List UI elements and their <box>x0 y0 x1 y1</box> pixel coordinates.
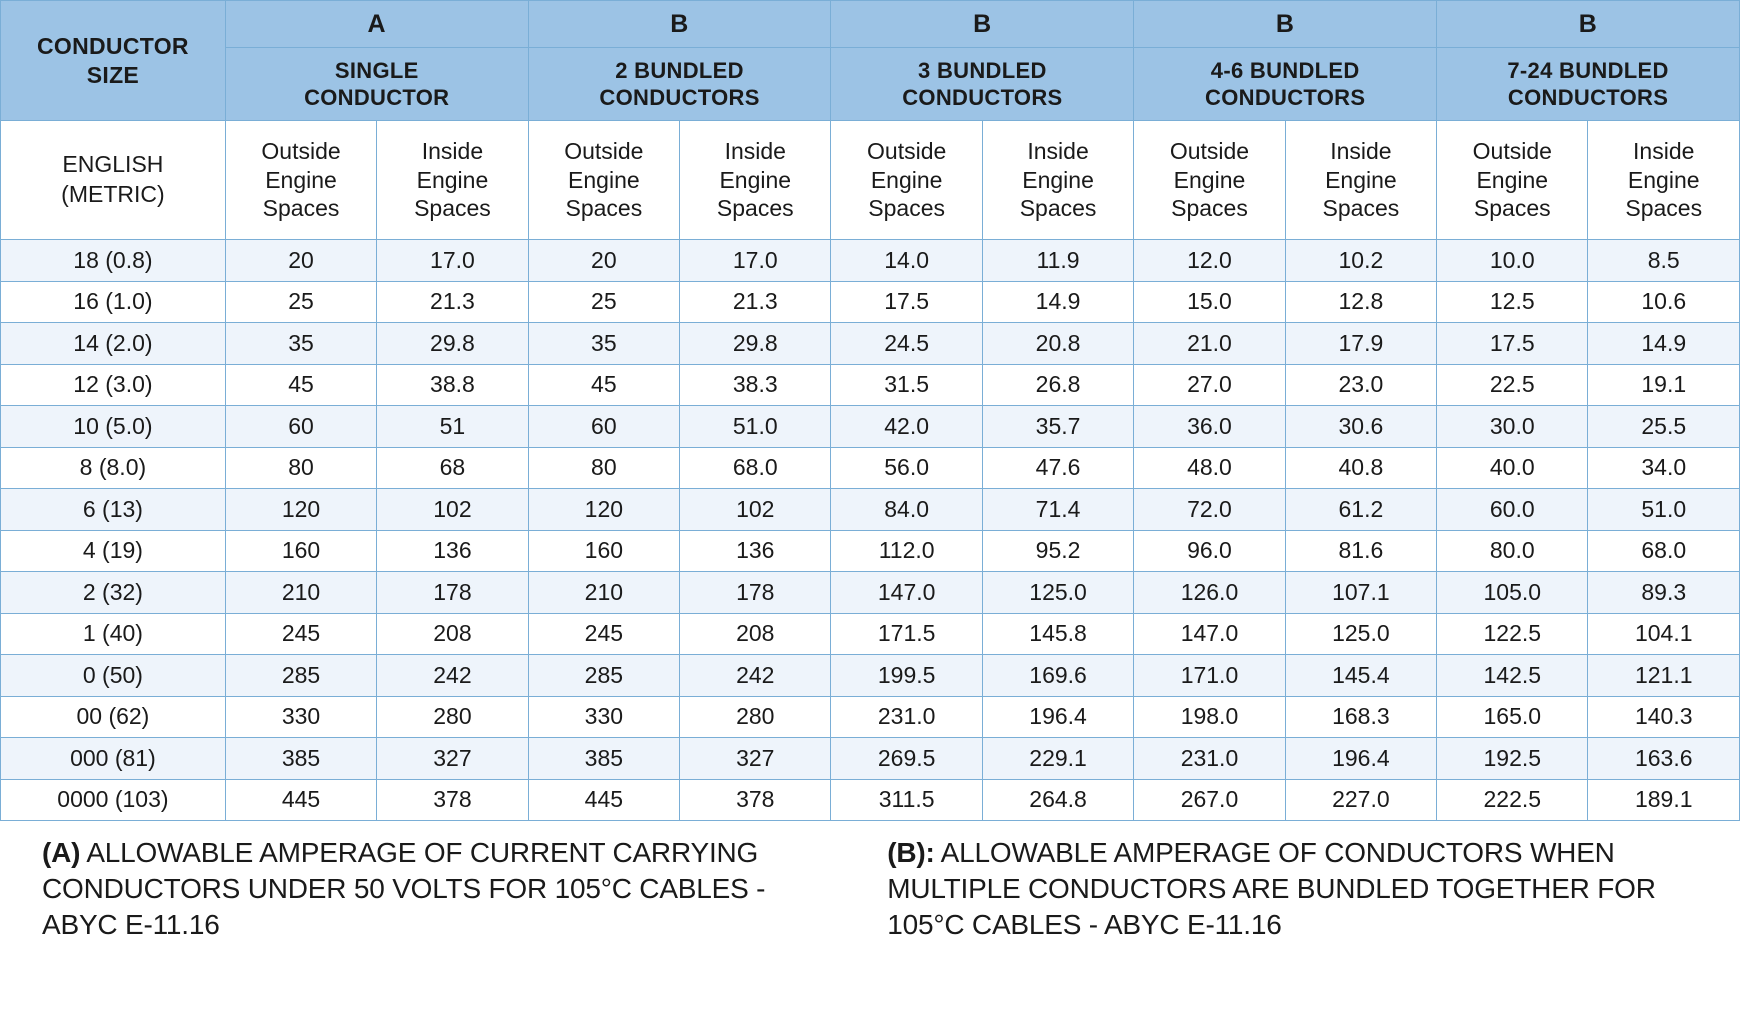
cell: 208 <box>680 613 831 655</box>
cell: 327 <box>680 738 831 780</box>
cell: 267.0 <box>1134 779 1285 821</box>
cell: 125.0 <box>1285 613 1436 655</box>
cell: 22.5 <box>1437 364 1588 406</box>
conductor-size-header-line2: SIZE <box>86 61 140 88</box>
cell: 40.0 <box>1437 447 1588 489</box>
table-row <box>1 364 1740 406</box>
caption-b <box>887 835 1706 942</box>
caption-b-text: ALLOWABLE AMPERAGE OF CONDUCTORS WHEN MULTIPLE CONDUCTORS ARE BUNDLED TOGETHER FOR 105°C CABLES - ABYC E-11.16 <box>887 837 1656 940</box>
cell: 48.0 <box>1134 447 1285 489</box>
subheader-9-line1: Inside <box>1633 137 1695 164</box>
group-label-1-line2: CONDUCTORS <box>599 85 760 110</box>
cell: 11.9 <box>982 240 1133 282</box>
conductor-size-header-line1: CONDUCTOR <box>37 32 189 59</box>
cell: 280 <box>680 696 831 738</box>
row-size-label: 18 (0.8) <box>1 240 226 282</box>
cell: 81.6 <box>1285 530 1436 572</box>
cell: 169.6 <box>982 655 1133 697</box>
table-row <box>1 281 1740 323</box>
subheader-7-line2: Engine <box>1325 166 1397 193</box>
cell: 17.5 <box>831 281 982 323</box>
cell: 80 <box>528 447 679 489</box>
cell: 80.0 <box>1437 530 1588 572</box>
cell: 35 <box>225 323 376 365</box>
group-label-0-line1: SINGLE <box>334 57 419 83</box>
cell: 327 <box>377 738 528 780</box>
cell: 210 <box>528 572 679 614</box>
cell: 29.8 <box>680 323 831 365</box>
cell: 60 <box>528 406 679 448</box>
cell: 229.1 <box>982 738 1133 780</box>
cell: 17.5 <box>1437 323 1588 365</box>
group-label-0-line2: CONDUCTOR <box>304 85 450 110</box>
conductor-size-unit-line2: (METRIC) <box>61 181 165 207</box>
cell: 242 <box>377 655 528 697</box>
subheader-7-line1: Inside <box>1330 137 1392 164</box>
cell: 26.8 <box>982 364 1133 406</box>
table-row <box>1 323 1740 365</box>
group-label-3-line2: CONDUCTORS <box>1205 85 1366 110</box>
cell: 285 <box>528 655 679 697</box>
cell: 95.2 <box>982 530 1133 572</box>
subheader-8 <box>1437 121 1588 240</box>
cell: 208 <box>377 613 528 655</box>
cell: 17.9 <box>1285 323 1436 365</box>
cell: 378 <box>377 779 528 821</box>
cell: 14.0 <box>831 240 982 282</box>
row-size-label: 0000 (103) <box>1 779 226 821</box>
cell: 25 <box>225 281 376 323</box>
cell: 80 <box>225 447 376 489</box>
cell: 51 <box>377 406 528 448</box>
row-size-label: 000 (81) <box>1 738 226 780</box>
caption-a-tag: (A) <box>42 837 81 868</box>
row-size-label: 10 (5.0) <box>1 406 226 448</box>
subheader-8-line2: Engine <box>1476 166 1549 193</box>
group-label-4-line1: 7-24 BUNDLED <box>1507 57 1669 83</box>
group-letter-0: A <box>225 1 528 48</box>
group-label-3 <box>1134 48 1437 121</box>
cell: 210 <box>225 572 376 614</box>
subheader-2-line3: Spaces <box>565 195 643 222</box>
cell: 8.5 <box>1588 240 1740 282</box>
cell: 311.5 <box>831 779 982 821</box>
cell: 21.0 <box>1134 323 1285 365</box>
cell: 160 <box>528 530 679 572</box>
cell: 196.4 <box>1285 738 1436 780</box>
cell: 27.0 <box>1134 364 1285 406</box>
subheader-6-line2: Engine <box>1173 166 1246 193</box>
cell: 51.0 <box>680 406 831 448</box>
cell: 17.0 <box>377 240 528 282</box>
cell: 136 <box>377 530 528 572</box>
subheader-4 <box>831 121 982 240</box>
header-row-group-letters <box>1 1 1740 48</box>
group-letter-4: B <box>1437 1 1740 48</box>
table-row <box>1 779 1740 821</box>
cell: 112.0 <box>831 530 982 572</box>
subheader-5 <box>982 121 1133 240</box>
table-row <box>1 655 1740 697</box>
cell: 231.0 <box>1134 738 1285 780</box>
subheader-0-line1: Outside <box>261 137 341 164</box>
table-row <box>1 530 1740 572</box>
cell: 60 <box>225 406 376 448</box>
row-size-label: 14 (2.0) <box>1 323 226 365</box>
cell: 12.5 <box>1437 281 1588 323</box>
group-letter-1: B <box>528 1 831 48</box>
subheader-1-line2: Engine <box>416 166 489 193</box>
cell: 89.3 <box>1588 572 1740 614</box>
cell: 21.3 <box>680 281 831 323</box>
table-row <box>1 613 1740 655</box>
cell: 178 <box>680 572 831 614</box>
cell: 125.0 <box>982 572 1133 614</box>
cell: 10.0 <box>1437 240 1588 282</box>
subheader-9-line3: Spaces <box>1625 195 1703 222</box>
cell: 71.4 <box>982 489 1133 531</box>
cell: 14.9 <box>1588 323 1740 365</box>
table-row <box>1 240 1740 282</box>
cell: 20 <box>225 240 376 282</box>
cell: 12.0 <box>1134 240 1285 282</box>
group-letter-3: B <box>1134 1 1437 48</box>
cell: 168.3 <box>1285 696 1436 738</box>
cell: 45 <box>528 364 679 406</box>
cell: 178 <box>377 572 528 614</box>
cell: 20.8 <box>982 323 1133 365</box>
cell: 35.7 <box>982 406 1133 448</box>
cell: 31.5 <box>831 364 982 406</box>
cell: 45 <box>225 364 376 406</box>
conductor-size-unit-line1: ENGLISH <box>62 151 164 178</box>
row-size-label: 2 (32) <box>1 572 226 614</box>
cell: 29.8 <box>377 323 528 365</box>
subheader-6-line3: Spaces <box>1171 195 1248 222</box>
cell: 60.0 <box>1437 489 1588 531</box>
table-body <box>1 240 1740 821</box>
cell: 23.0 <box>1285 364 1436 406</box>
cell: 102 <box>680 489 831 531</box>
caption-b-tag: (B): <box>887 837 935 868</box>
cell: 24.5 <box>831 323 982 365</box>
row-size-label: 1 (40) <box>1 613 226 655</box>
subheader-2-line1: Outside <box>564 137 644 164</box>
cell: 19.1 <box>1588 364 1740 406</box>
cell: 378 <box>680 779 831 821</box>
cell: 385 <box>528 738 679 780</box>
cell: 56.0 <box>831 447 982 489</box>
subheader-1 <box>377 121 528 240</box>
cell: 385 <box>225 738 376 780</box>
cell: 163.6 <box>1588 738 1740 780</box>
cell: 21.3 <box>377 281 528 323</box>
group-label-1-line1: 2 BUNDLED <box>615 57 744 83</box>
cell: 30.0 <box>1437 406 1588 448</box>
cell: 145.8 <box>982 613 1133 655</box>
cell: 196.4 <box>982 696 1133 738</box>
cell: 245 <box>528 613 679 655</box>
subheader-3 <box>680 121 831 240</box>
cell: 165.0 <box>1437 696 1588 738</box>
subheader-3-line1: Inside <box>724 137 786 164</box>
cell: 136 <box>680 530 831 572</box>
cell: 72.0 <box>1134 489 1285 531</box>
cell: 122.5 <box>1437 613 1588 655</box>
cell: 231.0 <box>831 696 982 738</box>
cell: 12.8 <box>1285 281 1436 323</box>
cell: 25 <box>528 281 679 323</box>
group-label-4 <box>1437 48 1740 121</box>
cell: 10.2 <box>1285 240 1436 282</box>
table-row <box>1 406 1740 448</box>
cell: 198.0 <box>1134 696 1285 738</box>
cell: 147.0 <box>831 572 982 614</box>
cell: 35 <box>528 323 679 365</box>
cell: 160 <box>225 530 376 572</box>
cell: 145.4 <box>1285 655 1436 697</box>
conductor-size-header <box>1 1 226 121</box>
subheader-7-line3: Spaces <box>1322 195 1400 222</box>
cell: 25.5 <box>1588 406 1740 448</box>
cell: 171.0 <box>1134 655 1285 697</box>
subheader-5-line2: Engine <box>1022 166 1094 193</box>
cell: 104.1 <box>1588 613 1740 655</box>
subheader-1-line1: Inside <box>421 137 484 164</box>
subheader-0-line3: Spaces <box>262 195 340 222</box>
cell: 20 <box>528 240 679 282</box>
subheader-2 <box>528 121 679 240</box>
subheader-7 <box>1285 121 1436 240</box>
cell: 36.0 <box>1134 406 1285 448</box>
table-row <box>1 447 1740 489</box>
group-label-3-line1: 4-6 BUNDLED <box>1210 57 1360 83</box>
subheader-0-line2: Engine <box>265 166 337 193</box>
cell: 120 <box>528 489 679 531</box>
cell: 38.8 <box>377 364 528 406</box>
subheader-9 <box>1588 121 1740 240</box>
cell: 34.0 <box>1588 447 1740 489</box>
cell: 121.1 <box>1588 655 1740 697</box>
subheader-1-line3: Spaces <box>414 195 491 222</box>
subheader-6 <box>1134 121 1285 240</box>
cell: 330 <box>528 696 679 738</box>
cell: 105.0 <box>1437 572 1588 614</box>
cell: 68.0 <box>1588 530 1740 572</box>
group-label-4-line2: CONDUCTORS <box>1507 85 1669 110</box>
cell: 171.5 <box>831 613 982 655</box>
table-row <box>1 489 1740 531</box>
subheader-5-line3: Spaces <box>1019 195 1097 222</box>
cell: 285 <box>225 655 376 697</box>
cell: 38.3 <box>680 364 831 406</box>
cell: 142.5 <box>1437 655 1588 697</box>
cell: 222.5 <box>1437 779 1588 821</box>
cell: 68 <box>377 447 528 489</box>
cell: 47.6 <box>982 447 1133 489</box>
cell: 14.9 <box>982 281 1133 323</box>
cell: 445 <box>528 779 679 821</box>
group-label-2 <box>831 48 1134 121</box>
cell: 40.8 <box>1285 447 1436 489</box>
cell: 68.0 <box>680 447 831 489</box>
cell: 280 <box>377 696 528 738</box>
cell: 126.0 <box>1134 572 1285 614</box>
cell: 96.0 <box>1134 530 1285 572</box>
cell: 102 <box>377 489 528 531</box>
cell: 192.5 <box>1437 738 1588 780</box>
caption-a <box>42 835 831 942</box>
row-size-label: 00 (62) <box>1 696 226 738</box>
cell: 15.0 <box>1134 281 1285 323</box>
subheader-4-line1: Outside <box>867 137 947 164</box>
conductor-size-unit-header <box>1 121 226 240</box>
cell: 242 <box>680 655 831 697</box>
cell: 42.0 <box>831 406 982 448</box>
subheader-6-line1: Outside <box>1169 137 1250 164</box>
subheader-5-line1: Inside <box>1027 137 1089 164</box>
group-label-2-line2: CONDUCTORS <box>902 85 1063 110</box>
cell: 140.3 <box>1588 696 1740 738</box>
group-label-0 <box>225 48 528 121</box>
header-row-group-labels <box>1 48 1740 121</box>
caption-a-text: ALLOWABLE AMPERAGE OF CURRENT CARRYING CONDUCTORS UNDER 50 VOLTS FOR 105°C CABLES - ABYC E-11.16 <box>42 837 766 940</box>
cell: 51.0 <box>1588 489 1740 531</box>
table-row <box>1 738 1740 780</box>
cell: 120 <box>225 489 376 531</box>
cell: 269.5 <box>831 738 982 780</box>
subheader-2-line2: Engine <box>568 166 640 193</box>
subheader-4-line3: Spaces <box>868 195 946 222</box>
cell: 17.0 <box>680 240 831 282</box>
subheader-9-line2: Engine <box>1627 166 1700 193</box>
subheader-8-line3: Spaces <box>1473 195 1551 222</box>
cell: 445 <box>225 779 376 821</box>
subheader-0 <box>225 121 376 240</box>
cell: 10.6 <box>1588 281 1740 323</box>
captions-row <box>0 821 1740 942</box>
subheader-8-line1: Outside <box>1472 137 1552 164</box>
cell: 147.0 <box>1134 613 1285 655</box>
group-label-1 <box>528 48 831 121</box>
row-size-label: 12 (3.0) <box>1 364 226 406</box>
cell: 264.8 <box>982 779 1133 821</box>
subheader-4-line2: Engine <box>870 166 943 193</box>
row-size-label: 8 (8.0) <box>1 447 226 489</box>
table-row <box>1 572 1740 614</box>
row-size-label: 6 (13) <box>1 489 226 531</box>
cell: 330 <box>225 696 376 738</box>
cell: 84.0 <box>831 489 982 531</box>
group-letter-2: B <box>831 1 1134 48</box>
table-row <box>1 696 1740 738</box>
cell: 245 <box>225 613 376 655</box>
subheader-3-line3: Spaces <box>716 195 794 222</box>
cell: 227.0 <box>1285 779 1436 821</box>
cell: 107.1 <box>1285 572 1436 614</box>
group-label-2-line1: 3 BUNDLED <box>918 57 1047 83</box>
cell: 189.1 <box>1588 779 1740 821</box>
table-head <box>1 1 1740 240</box>
cell: 30.6 <box>1285 406 1436 448</box>
cell: 199.5 <box>831 655 982 697</box>
header-row-subheaders <box>1 121 1740 240</box>
row-size-label: 0 (50) <box>1 655 226 697</box>
cell: 61.2 <box>1285 489 1436 531</box>
row-size-label: 4 (19) <box>1 530 226 572</box>
subheader-3-line2: Engine <box>719 166 792 193</box>
row-size-label: 16 (1.0) <box>1 281 226 323</box>
